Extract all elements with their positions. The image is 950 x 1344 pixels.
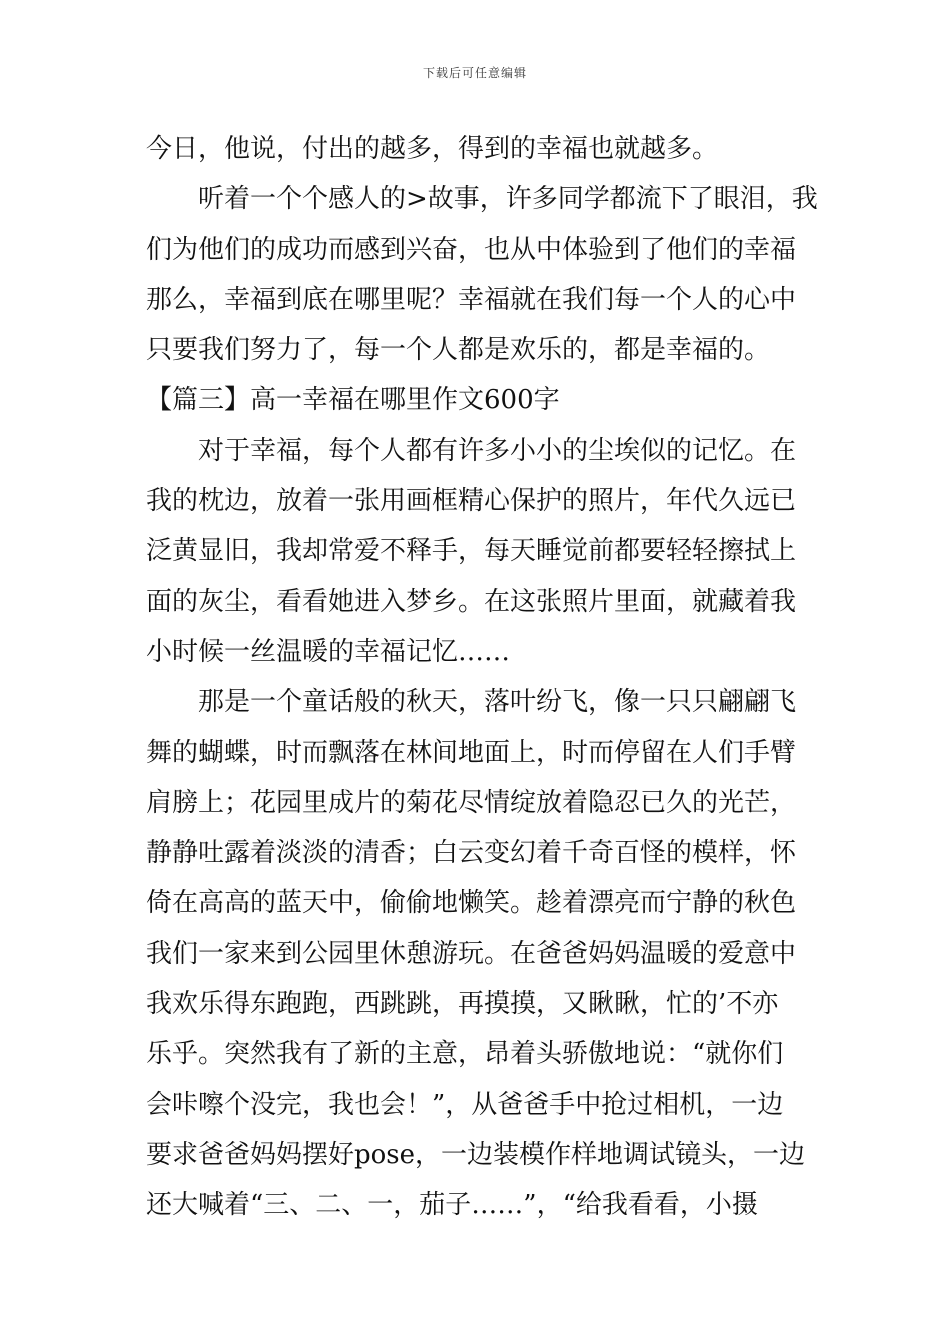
text-line: 我的枕边，放着一张用画框精心保护的照片，年代久远已 xyxy=(146,486,797,517)
section-heading: 【篇三】高一幸福在哪里作文600字 xyxy=(146,385,560,416)
page-header: 下载后可任意编辑 xyxy=(422,66,527,80)
text-line: 面的灰尘，看看她进入梦乡。在这张照片里面，就藏着我 xyxy=(146,586,797,617)
text-line: 我们一家来到公园里休憩游玩。在爸爸妈妈温暖的爱意中 xyxy=(146,938,797,969)
text-line: 小时候一丝温暖的幸福记忆…… xyxy=(146,636,511,667)
text-line: 要求爸爸妈妈摆好pose，一边装模作样地调试镜头，一边 xyxy=(146,1139,806,1170)
text-line: 静静吐露着淡淡的清香；白云变幻着千奇百怪的模样，怀 xyxy=(146,838,797,869)
text-line: 倚在高高的蓝天中，偷偷地懒笑。趁着漂亮而宁静的秋色 xyxy=(146,888,797,919)
text-line: 听着一个个感人的>故事，许多同学都流下了眼泪，我 xyxy=(198,184,818,215)
text-line: 今日，他说，付出的越多，得到的幸福也就越多。 xyxy=(146,134,719,164)
text-line: 乐乎。突然我有了新的主意，昂着头骄傲地说：“就你们 xyxy=(146,1039,784,1070)
text-line: 还大喊着“三、二、一，茄子……”，“给我看看，小摄 xyxy=(146,1190,758,1221)
text-line: 我欢乐得东跑跑，西跳跳，再摸摸，又瞅瞅，忙的’不亦 xyxy=(146,989,779,1020)
text-line: 舞的蝴蝶，时而飘落在林间地面上，时而停留在人们手臂 xyxy=(146,737,797,768)
text-line: 泛黄显旧，我却常爱不释手，每天睡觉前都要轻轻擦拭上 xyxy=(146,536,797,567)
text-line: 会咔嚓个没完，我也会！”，从爸爸手中抢过相机，一边 xyxy=(146,1089,784,1120)
text-line: 们为他们的成功而感到兴奋，也从中体验到了他们的幸福 xyxy=(146,234,797,265)
text-line: 对于幸福，每个人都有许多小小的尘埃似的记忆。在 xyxy=(198,435,797,466)
document-body xyxy=(146,124,816,1231)
text-line: 那是一个童话般的秋天，落叶纷飞，像一只只翩翩飞 xyxy=(198,687,797,718)
text-line: 那么，幸福到底在哪里呢？幸福就在我们每一个人的心中 xyxy=(146,284,797,315)
text-line: 肩膀上；花园里成片的菊花尽情绽放着隐忍已久的光芒， xyxy=(146,787,797,818)
text-line: 只要我们努力了，每一个人都是欢乐的，都是幸福的。 xyxy=(146,335,771,366)
